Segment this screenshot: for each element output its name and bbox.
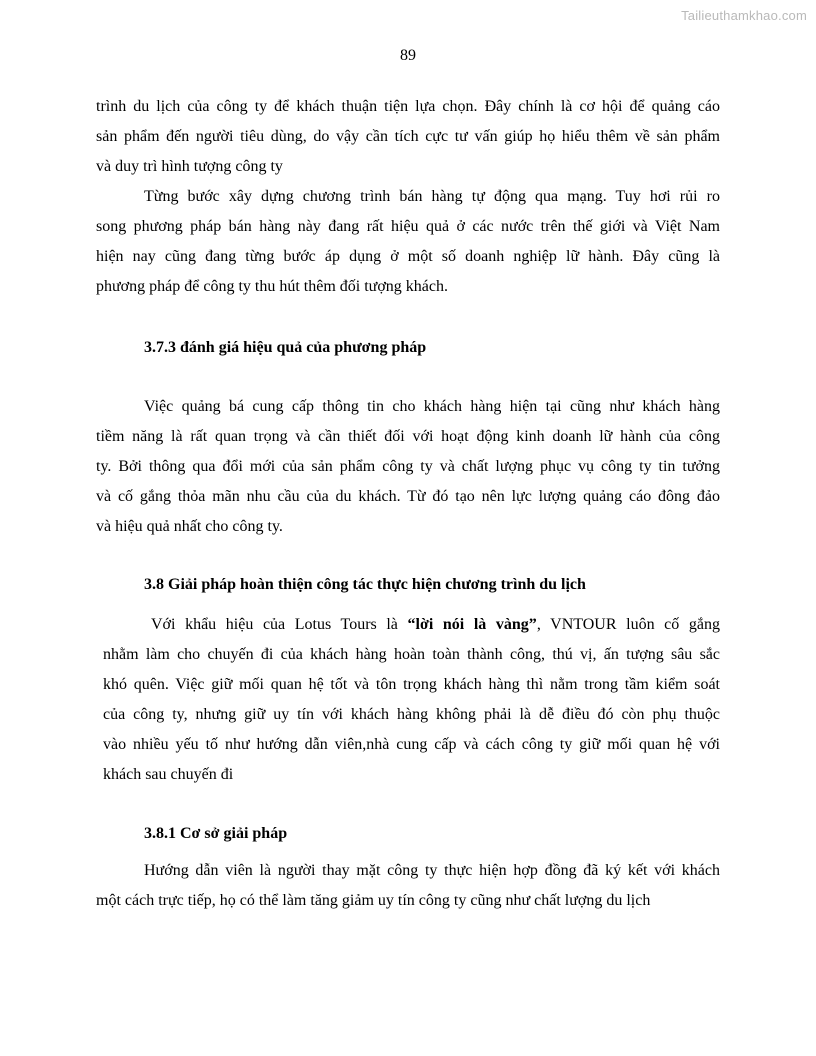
page-number: 89 (400, 47, 416, 64)
watermark: Tailieuthamkhao.com (681, 8, 807, 23)
text-line: khách sau chuyến đi (103, 766, 234, 783)
text-line: phương pháp để công ty thu hút thêm đối tượng khách. (96, 278, 448, 295)
paragraph-continuation (96, 92, 720, 182)
paragraph-online-sales (96, 182, 720, 302)
text-line: của công ty, nhưng giữ uy tín với khách hàng không phải là dễ điều đó còn phụ thuộc (103, 706, 720, 723)
text-line: ty. Bởi thông qua đổi mới của sản phẩm công ty và chất lượng phục vụ công ty tin tưởng (96, 458, 720, 475)
slogan-quote: “lời nói là vàng” (407, 616, 537, 633)
slogan-intro: Với khẩu hiệu của Lotus Tours là (151, 616, 408, 633)
text-line: và cố gắng thỏa mãn nhu cầu của du khách. Từ đó tạo nên lực lượng quảng cáo đông đảo (96, 488, 720, 505)
text-line: hiện nay cũng đang từng bước áp dụng ở một số doanh nghiệp lữ hành. Đây cũng là (96, 248, 720, 265)
paragraph-tour-guide (96, 856, 720, 916)
section-heading-3-8: 3.8 Giải pháp hoàn thiện công tác thực hiện chương trình du lịch (144, 576, 586, 593)
paragraph-lotus-slogan (103, 610, 720, 790)
text-line: tiềm năng là rất quan trọng và cần thiết đối với hoạt động kinh doanh lữ hành của công (96, 428, 720, 445)
paragraph-evaluation (96, 392, 720, 542)
text-line: nhằm làm cho chuyến đi của khách hàng hoàn toàn thành công, thú vị, ấn tượng sâu sắc (103, 646, 720, 663)
text-line: sản phẩm đến người tiêu dùng, do vậy cần tích cực tư vấn giúp họ hiểu thêm về sản phẩm (96, 128, 720, 145)
text-line: một cách trực tiếp, họ có thể làm tăng giảm uy tín công ty cũng như chất lượng du lịch (96, 892, 651, 909)
text-line: song phương pháp bán hàng này đang rất hiệu quả ở các nước trên thế giới và Việt Nam (96, 218, 720, 235)
slogan-outro: , VNTOUR luôn cố gắng (536, 616, 721, 633)
section-heading-3-7-3: 3.7.3 đánh giá hiệu quả của phương pháp (144, 339, 427, 356)
text-line-slogan (151, 610, 720, 640)
section-heading-3-8-1: 3.8.1 Cơ sở giải pháp (144, 825, 288, 842)
text-line: và duy trì hình tượng công ty (96, 158, 283, 175)
text-line: Việc quảng bá cung cấp thông tin cho khách hàng hiện tại cũng như khách hàng (144, 398, 720, 415)
text-line: Hướng dẫn viên là người thay mặt công ty thực hiện hợp đồng đã ký kết với khách (144, 862, 720, 879)
text-line: khó quên. Việc giữ mối quan hệ tốt và tôn trọng khách hàng thì nằm trong tầm kiểm soát (103, 676, 720, 693)
text-line: và hiệu quả nhất cho công ty. (96, 518, 283, 535)
text-line: trình du lịch của công ty để khách thuận tiện lựa chọn. Đây chính là cơ hội để quảng cáo (96, 98, 720, 115)
text-line: vào nhiều yếu tố như hướng dẫn viên,nhà cung cấp và cách công ty giữ mối quan hệ với (103, 736, 720, 753)
text-line: Từng bước xây dựng chương trình bán hàng tự động qua mạng. Tuy hơi rủi ro (144, 188, 720, 205)
